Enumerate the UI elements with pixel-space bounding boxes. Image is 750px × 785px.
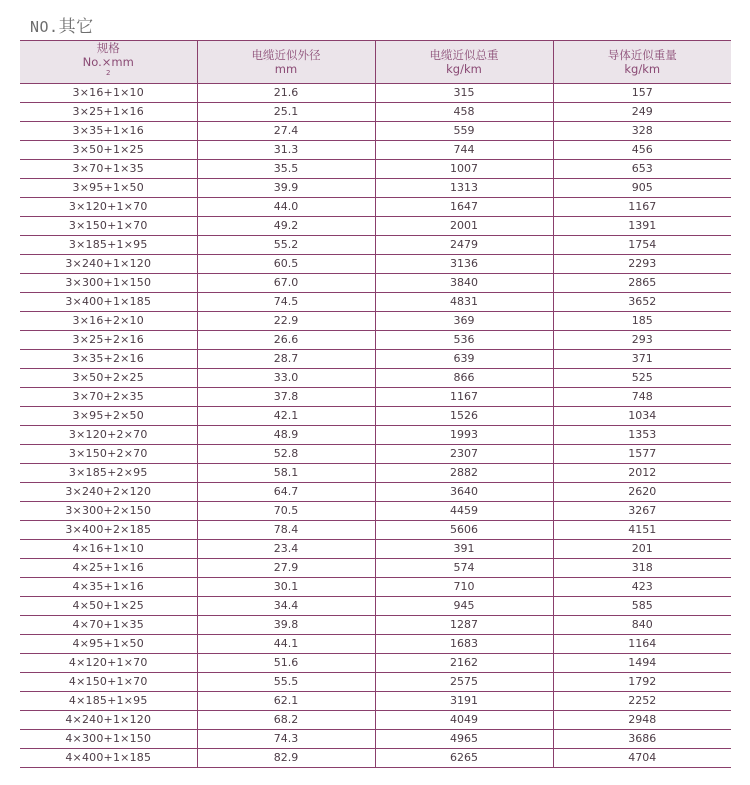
total-weight-cell: 3136 — [375, 255, 553, 274]
total-weight-cell: 559 — [375, 122, 553, 141]
outer-diameter-cell: 68.2 — [197, 711, 375, 730]
spec-cell: 3×120+1×70 — [20, 198, 197, 217]
table-row — [20, 255, 731, 274]
conductor-weight-cell: 840 — [553, 616, 731, 635]
total-weight-cell: 315 — [375, 84, 553, 103]
header-conductor-weight-unit: kg/km — [624, 62, 661, 76]
header-spec-label: 规格 — [96, 41, 120, 55]
outer-diameter-cell: 55.2 — [197, 236, 375, 255]
table-body — [20, 84, 731, 768]
conductor-weight-cell: 4704 — [553, 749, 731, 768]
table-row — [20, 388, 731, 407]
header-conductor-weight — [553, 41, 731, 84]
outer-diameter-cell: 64.7 — [197, 483, 375, 502]
spec-cell: 3×25+2×16 — [20, 331, 197, 350]
spec-cell: 3×240+1×120 — [20, 255, 197, 274]
outer-diameter-cell: 27.4 — [197, 122, 375, 141]
header-total-weight — [375, 41, 553, 84]
table-row — [20, 236, 731, 255]
conductor-weight-cell: 1577 — [553, 445, 731, 464]
spec-cell: 4×35+1×16 — [20, 578, 197, 597]
spec-cell: 3×400+2×185 — [20, 521, 197, 540]
conductor-weight-cell: 371 — [553, 350, 731, 369]
spec-cell: 3×95+2×50 — [20, 407, 197, 426]
conductor-weight-cell: 3652 — [553, 293, 731, 312]
table-row — [20, 84, 731, 103]
spec-cell: 3×185+2×95 — [20, 464, 197, 483]
total-weight-cell: 1526 — [375, 407, 553, 426]
conductor-weight-cell: 905 — [553, 179, 731, 198]
spec-cell: 4×70+1×35 — [20, 616, 197, 635]
spec-cell: 4×16+1×10 — [20, 540, 197, 559]
spec-cell: 3×35+2×16 — [20, 350, 197, 369]
table-row — [20, 407, 731, 426]
header-outer-diameter-unit: mm — [274, 62, 298, 76]
spec-cell: 3×185+1×95 — [20, 236, 197, 255]
total-weight-cell: 2307 — [375, 445, 553, 464]
spec-cell: 3×50+2×25 — [20, 369, 197, 388]
conductor-weight-cell: 4151 — [553, 521, 731, 540]
spec-cell: 3×120+2×70 — [20, 426, 197, 445]
outer-diameter-cell: 37.8 — [197, 388, 375, 407]
table-row — [20, 559, 731, 578]
outer-diameter-cell: 78.4 — [197, 521, 375, 540]
table-row — [20, 331, 731, 350]
conductor-weight-cell: 185 — [553, 312, 731, 331]
spec-cell: 4×120+1×70 — [20, 654, 197, 673]
header-conductor-weight-label: 导体近似重量 — [607, 48, 677, 62]
outer-diameter-cell: 22.9 — [197, 312, 375, 331]
total-weight-cell: 945 — [375, 597, 553, 616]
spec-cell: 3×240+2×120 — [20, 483, 197, 502]
spec-cell: 3×95+1×50 — [20, 179, 197, 198]
spec-cell: 3×150+1×70 — [20, 217, 197, 236]
conductor-weight-cell: 2012 — [553, 464, 731, 483]
table-row — [20, 597, 731, 616]
conductor-weight-cell: 1754 — [553, 236, 731, 255]
conductor-weight-cell: 2293 — [553, 255, 731, 274]
total-weight-cell: 2162 — [375, 654, 553, 673]
outer-diameter-cell: 25.1 — [197, 103, 375, 122]
outer-diameter-cell: 44.1 — [197, 635, 375, 654]
total-weight-cell: 3840 — [375, 274, 553, 293]
header-spec — [20, 41, 197, 84]
page-title — [30, 12, 94, 37]
conductor-weight-cell: 2948 — [553, 711, 731, 730]
total-weight-cell: 4831 — [375, 293, 553, 312]
conductor-weight-cell: 157 — [553, 84, 731, 103]
outer-diameter-cell: 74.3 — [197, 730, 375, 749]
outer-diameter-cell: 82.9 — [197, 749, 375, 768]
total-weight-cell: 4049 — [375, 711, 553, 730]
conductor-weight-cell: 328 — [553, 122, 731, 141]
outer-diameter-cell: 55.5 — [197, 673, 375, 692]
table-row — [20, 179, 731, 198]
outer-diameter-cell: 28.7 — [197, 350, 375, 369]
spec-cell: 3×25+1×16 — [20, 103, 197, 122]
conductor-weight-cell: 1167 — [553, 198, 731, 217]
conductor-weight-cell: 3267 — [553, 502, 731, 521]
spec-cell: 4×150+1×70 — [20, 673, 197, 692]
conductor-weight-cell: 1034 — [553, 407, 731, 426]
outer-diameter-cell: 74.5 — [197, 293, 375, 312]
outer-diameter-cell: 33.0 — [197, 369, 375, 388]
table-row — [20, 122, 731, 141]
total-weight-cell: 4965 — [375, 730, 553, 749]
spec-cell: 3×150+2×70 — [20, 445, 197, 464]
table-row — [20, 635, 731, 654]
total-weight-cell: 1683 — [375, 635, 553, 654]
conductor-weight-cell: 1494 — [553, 654, 731, 673]
header-outer-diameter — [197, 41, 375, 84]
spec-cell: 3×300+2×150 — [20, 502, 197, 521]
conductor-weight-cell: 201 — [553, 540, 731, 559]
table-row — [20, 540, 731, 559]
outer-diameter-cell: 26.6 — [197, 331, 375, 350]
total-weight-cell: 2479 — [375, 236, 553, 255]
outer-diameter-cell: 35.5 — [197, 160, 375, 179]
outer-diameter-cell: 39.9 — [197, 179, 375, 198]
table-row — [20, 521, 731, 540]
table-row — [20, 141, 731, 160]
total-weight-cell: 1313 — [375, 179, 553, 198]
total-weight-cell: 369 — [375, 312, 553, 331]
table-row — [20, 445, 731, 464]
table-row — [20, 464, 731, 483]
conductor-weight-cell: 249 — [553, 103, 731, 122]
outer-diameter-cell: 60.5 — [197, 255, 375, 274]
outer-diameter-cell: 44.0 — [197, 198, 375, 217]
total-weight-cell: 1007 — [375, 160, 553, 179]
total-weight-cell: 1647 — [375, 198, 553, 217]
outer-diameter-cell: 67.0 — [197, 274, 375, 293]
table-row — [20, 103, 731, 122]
outer-diameter-cell: 70.5 — [197, 502, 375, 521]
conductor-weight-cell: 1353 — [553, 426, 731, 445]
table-row — [20, 692, 731, 711]
spec-cell: 4×300+1×150 — [20, 730, 197, 749]
outer-diameter-cell: 49.2 — [197, 217, 375, 236]
table-row — [20, 673, 731, 692]
header-spec-unit: No.×mm $^2$ — [82, 55, 134, 78]
total-weight-cell: 866 — [375, 369, 553, 388]
table-row — [20, 749, 731, 768]
table-row — [20, 578, 731, 597]
conductor-weight-cell: 653 — [553, 160, 731, 179]
outer-diameter-cell: 30.1 — [197, 578, 375, 597]
table-row — [20, 274, 731, 293]
table-row — [20, 198, 731, 217]
table-row — [20, 350, 731, 369]
table-row — [20, 217, 731, 236]
outer-diameter-cell: 23.4 — [197, 540, 375, 559]
spec-cell: 3×35+1×16 — [20, 122, 197, 141]
outer-diameter-cell: 21.6 — [197, 84, 375, 103]
spec-cell: 3×300+1×150 — [20, 274, 197, 293]
outer-diameter-cell: 27.9 — [197, 559, 375, 578]
conductor-weight-cell: 3686 — [553, 730, 731, 749]
spec-cell: 3×50+1×25 — [20, 141, 197, 160]
header-total-weight-unit: kg/km — [446, 62, 482, 76]
outer-diameter-cell: 34.4 — [197, 597, 375, 616]
header-outer-diameter-label: 电缆近似外径 — [251, 48, 321, 62]
header-total-weight-label: 电缆近似总重 — [429, 48, 499, 62]
total-weight-cell: 1993 — [375, 426, 553, 445]
total-weight-cell: 6265 — [375, 749, 553, 768]
table-row — [20, 483, 731, 502]
spec-cell: 4×240+1×120 — [20, 711, 197, 730]
conductor-weight-cell: 1792 — [553, 673, 731, 692]
spec-cell: 4×95+1×50 — [20, 635, 197, 654]
conductor-weight-cell: 525 — [553, 369, 731, 388]
conductor-weight-cell: 748 — [553, 388, 731, 407]
page-title-prefix: NO. — [30, 18, 59, 36]
outer-diameter-cell: 58.1 — [197, 464, 375, 483]
total-weight-cell: 536 — [375, 331, 553, 350]
outer-diameter-cell: 62.1 — [197, 692, 375, 711]
outer-diameter-cell: 48.9 — [197, 426, 375, 445]
total-weight-cell: 639 — [375, 350, 553, 369]
table-row — [20, 369, 731, 388]
outer-diameter-cell: 39.8 — [197, 616, 375, 635]
total-weight-cell: 2882 — [375, 464, 553, 483]
table-row — [20, 616, 731, 635]
conductor-weight-cell: 1391 — [553, 217, 731, 236]
spec-cell: 3×400+1×185 — [20, 293, 197, 312]
table-row — [20, 160, 731, 179]
conductor-weight-cell: 2252 — [553, 692, 731, 711]
page-title-text: 其它 — [58, 17, 94, 37]
table-header-row — [20, 41, 731, 84]
conductor-weight-cell: 456 — [553, 141, 731, 160]
total-weight-cell: 710 — [375, 578, 553, 597]
table-row — [20, 293, 731, 312]
spec-cell: 3×16+2×10 — [20, 312, 197, 331]
spec-cell: 3×16+1×10 — [20, 84, 197, 103]
table-row — [20, 312, 731, 331]
conductor-weight-cell: 585 — [553, 597, 731, 616]
conductor-weight-cell: 423 — [553, 578, 731, 597]
table-row — [20, 730, 731, 749]
outer-diameter-cell: 42.1 — [197, 407, 375, 426]
total-weight-cell: 5606 — [375, 521, 553, 540]
table-row — [20, 654, 731, 673]
spec-cell: 4×185+1×95 — [20, 692, 197, 711]
spec-cell: 3×70+2×35 — [20, 388, 197, 407]
total-weight-cell: 3640 — [375, 483, 553, 502]
table-row — [20, 711, 731, 730]
table-row — [20, 426, 731, 445]
conductor-weight-cell: 293 — [553, 331, 731, 350]
total-weight-cell: 2575 — [375, 673, 553, 692]
cable-spec-table — [20, 40, 731, 768]
total-weight-cell: 4459 — [375, 502, 553, 521]
table-row — [20, 502, 731, 521]
total-weight-cell: 3191 — [375, 692, 553, 711]
total-weight-cell: 391 — [375, 540, 553, 559]
total-weight-cell: 1167 — [375, 388, 553, 407]
conductor-weight-cell: 2620 — [553, 483, 731, 502]
outer-diameter-cell: 52.8 — [197, 445, 375, 464]
spec-cell: 4×400+1×185 — [20, 749, 197, 768]
total-weight-cell: 2001 — [375, 217, 553, 236]
spec-cell: 4×25+1×16 — [20, 559, 197, 578]
outer-diameter-cell: 51.6 — [197, 654, 375, 673]
conductor-weight-cell: 318 — [553, 559, 731, 578]
outer-diameter-cell: 31.3 — [197, 141, 375, 160]
total-weight-cell: 574 — [375, 559, 553, 578]
conductor-weight-cell: 1164 — [553, 635, 731, 654]
total-weight-cell: 458 — [375, 103, 553, 122]
conductor-weight-cell: 2865 — [553, 274, 731, 293]
spec-cell: 4×50+1×25 — [20, 597, 197, 616]
spec-cell: 3×70+1×35 — [20, 160, 197, 179]
total-weight-cell: 744 — [375, 141, 553, 160]
total-weight-cell: 1287 — [375, 616, 553, 635]
